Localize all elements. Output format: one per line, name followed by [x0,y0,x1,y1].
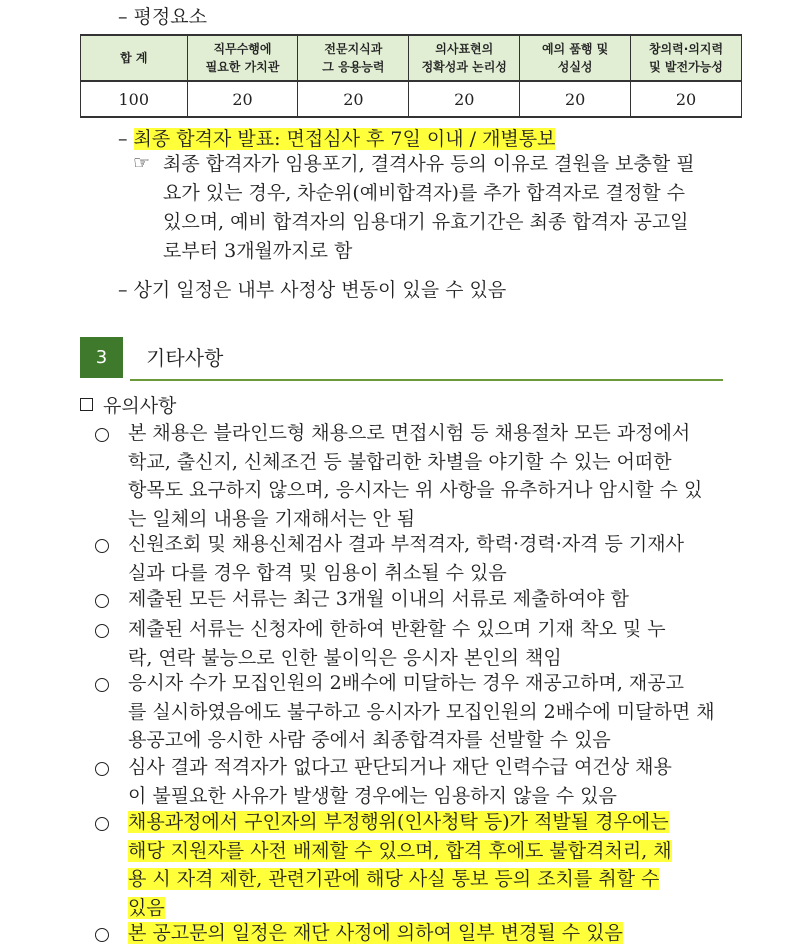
notice-line: 항목도 요구하지 않으며, 응시자는 위 사항을 유추하거나 암시할 수 있 [128,479,703,501]
circle-bullet-icon [95,762,109,776]
header-manner: 예의 품행 및 성실성 [541,42,609,74]
circle-bullet-icon [95,817,109,831]
notice-item-blind-hiring [128,419,702,533]
notice-item-schedule-change [128,919,623,948]
header-total: 합 계 [120,51,148,65]
circle-bullet-icon [95,539,109,553]
circle-bullet-icon [95,624,109,638]
criteria-value-row [81,81,742,117]
section-number-badge: 3 [80,337,123,378]
pointing-finger-icon: ☞ [133,152,151,174]
notice-line: 실과 다를 경우 합격 및 임용이 취소될 수 있음 [128,561,507,584]
value-knowledge: 20 [298,81,409,117]
section-divider [130,379,723,381]
notice-line: 해당 지원자를 사전 배제할 수 있으며, 합격 후에도 불합격처리, 채 [128,839,672,862]
table-header-cell [298,35,409,81]
notice-line: 본 공고문의 일정은 재단 사정에 의하여 일부 변경될 수 있음 [128,922,623,944]
section-title: 기타사항 [146,346,224,370]
notice-line: 제출된 서류는 신청자에 한하여 반환할 수 있으며 기재 착오 및 누 [128,618,666,640]
note-line: 요가 있는 경우, 차순위(예비합격자)를 추가 합격자로 결정할 수 [163,182,685,204]
value-creativity: 20 [631,81,742,117]
notice-item-re-announcement [128,669,715,755]
reserve-candidate-note [163,150,695,266]
circle-bullet-icon [95,594,109,608]
announce-text: 최종 합격자 발표: 면접심사 후 7일 이내 / 개별통보 [133,128,556,150]
table-header-cell [631,35,742,81]
circle-bullet-icon [95,678,109,692]
notice-line: 신원조회 및 채용신체검사 결과 부적격자, 학력·경력·자격 등 기재사 [128,533,684,555]
header-creativity: 창의력·의지력 및 발전가능성 [648,42,724,74]
schedule-change-note: – 상기 일정은 내부 사정상 변동이 있을 수 있음 [118,279,507,301]
table-header-cell [409,35,520,81]
notice-item-document-return [128,615,666,672]
circle-bullet-icon [95,928,109,942]
note-line: 있으며, 예비 합격자의 임용대기 유효기간은 최종 합격자 공고일 [163,211,689,233]
notice-subtitle: 유의사항 [103,395,177,417]
notice-item-no-appointment [128,753,672,810]
value-expression: 20 [409,81,520,117]
note-line: 최종 합격자가 임용포기, 결격사유 등의 이유로 결원을 보충할 필 [163,153,695,175]
header-expression: 의사표현의 정확성과 논리성 [421,42,507,74]
circle-bullet-icon [95,428,109,442]
notice-line: 를 실시하였음에도 불구하고 응시자가 모집인원의 2배수에 미달하면 채 [128,700,715,723]
notice-line: 채용과정에서 구인자의 부정행위(인사청탁 등)가 적발될 경우에는 [128,811,669,833]
value-manner: 20 [520,81,631,117]
final-announcement [118,124,555,151]
notice-line: 학교, 출신지, 신체조건 등 불합리한 차별을 야기할 수 있는 어떠한 [128,450,672,473]
notice-line: 용공고에 응시한 사람 중에서 최종합격자를 선발할 수 있음 [128,729,611,751]
notice-line: 이 불필요한 사유가 발생할 경우에는 임용하지 않을 수 있음 [128,784,617,807]
notice-item-background-check [128,530,684,587]
notice-item-misconduct [128,808,672,922]
value-total: 100 [81,81,188,117]
header-knowledge: 전문지식과 그 응용능력 [322,42,385,74]
announce-dash: – [118,128,128,150]
square-bullet-icon [80,398,93,411]
notice-line: 제출된 모든 서류는 최근 3개월 이내의 서류로 제출하여야 함 [128,588,629,610]
notice-line: 는 일체의 내용을 기재해서는 안 됨 [128,507,416,530]
notice-line: 용 시 자격 제한, 관련기관에 해당 사실 통보 등의 조치를 취할 수 [128,868,660,890]
criteria-heading: – 평정요소 [118,6,207,28]
notice-line: 본 채용은 블라인드형 채용으로 면접시험 등 채용절차 모든 과정에서 [128,422,691,444]
notice-line: 락, 연락 불능으로 인한 불이익은 응시자 본인의 책임 [128,646,562,669]
notice-line: 있음 [128,896,165,919]
table-header-cell [187,35,298,81]
criteria-header-row [81,35,742,81]
header-values: 직무수행에 필요한 가치관 [205,42,280,74]
table-header-cell [520,35,631,81]
table-header-cell [81,35,188,81]
note-line: 로부터 3개월까지로 함 [163,240,353,262]
criteria-table [80,34,742,118]
notice-line: 응시자 수가 모집인원의 2배수에 미달하는 경우 재공고하며, 재공고 [128,672,684,694]
notice-item-documents [128,585,629,614]
value-values: 20 [187,81,298,117]
notice-line: 심사 결과 적격자가 없다고 판단되거나 재단 인력수급 여건상 채용 [128,756,672,778]
